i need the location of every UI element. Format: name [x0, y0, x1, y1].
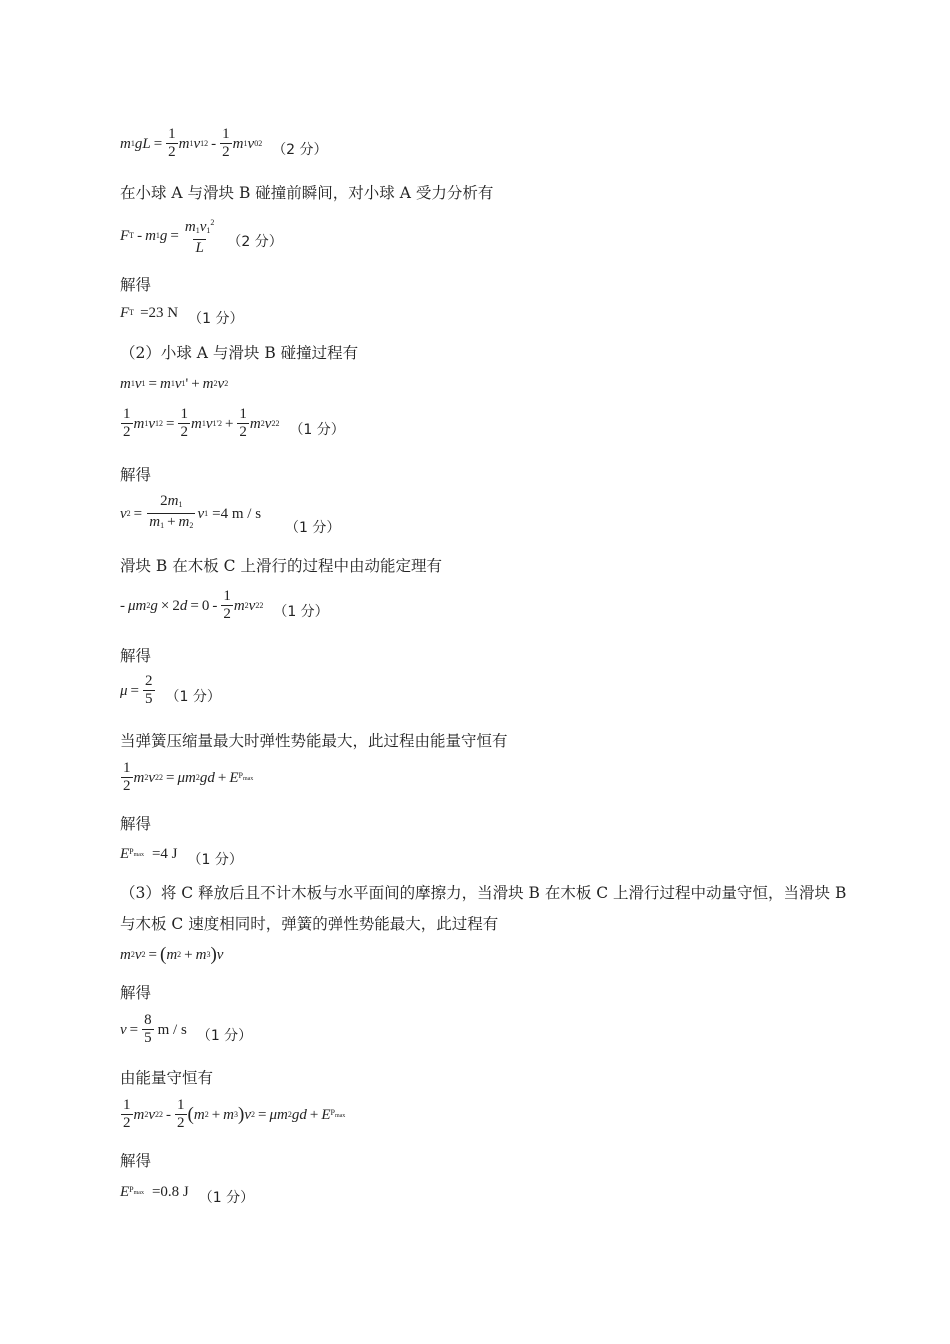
score-mark: （1 分） — [273, 603, 329, 620]
equation-kinetic-energy: $\frac{1}{2}$ m 1 v 1 2 = $\frac{1}{2}$ m 1 v 1 '2 + $\frac{1}{2}$ m 2 v 2 2 （1 分） — [123, 406, 345, 440]
equation-v-common: v = $\frac{8}{5}$ m / s （1 分） — [120, 1012, 253, 1046]
text-solve: 解得 — [120, 815, 152, 833]
part-2-heading: （2）小球 A 与滑块 B 碰撞过程有 — [120, 344, 359, 362]
equation-result-ep: E $P_{max}$ =4 J （1 分） — [120, 845, 243, 868]
text-solve: 解得 — [120, 466, 152, 484]
text-line: 当弹簧压缩量最大时弹性势能最大，此过程由能量守恒有 — [120, 732, 508, 750]
part-3-paragraph: （3）将 C 释放后且不计木板与水平面间的摩擦力，当滑块 B 在木板 C 上滑行过程中动量守恒，当滑块 B 与木板 C 速度相同时，弹簧的弹性势能最大，此过程有 — [120, 884, 847, 933]
equation-result-ep2: E $P_{max}$ =0.8 J （1 分） — [120, 1183, 255, 1206]
equation-energy-conservation-2: $\frac{1}{2}$ m 2 v 2 2 - $\frac{1}{2}$ ( m 2 + m 3 ) v 2 = μm 2 gd + E $P_{max}$ — [123, 1097, 346, 1131]
equation-work-energy: - μm 2 g × 2 d = 0 - $\frac{1}{2}$ m 2 v 2 2 （1 分） — [120, 588, 329, 622]
score-mark: （2 分） — [272, 141, 328, 158]
score-mark: （1 分） — [165, 688, 221, 705]
score-mark: （1 分） — [196, 1027, 253, 1044]
equation-mu: μ = $\frac{2}{5}$ （1 分） — [120, 673, 221, 707]
text-line: 滑块 B 在木板 C 上滑行的过程中由动能定理有 — [120, 557, 442, 575]
equation-energy-swing: m 1 gL = $\frac{1}{2}$ m 1 v 1 2 - $\frac{1}{2}$ m 1 v 0 2 （2 分） — [120, 126, 328, 160]
text-solve: 解得 — [120, 276, 152, 294]
equation-result-tension: F T =23 N （1 分） — [120, 305, 244, 327]
equation-momentum: m 1 v 1 = m 1 v 1 ' + m 2 v 2 — [120, 376, 229, 392]
text-line: 由能量守恒有 — [120, 1069, 214, 1087]
score-mark: （1 分） — [198, 1189, 255, 1206]
score-mark: （1 分） — [188, 311, 244, 327]
score-mark: （2 分） — [227, 233, 283, 250]
score-mark: （1 分） — [285, 519, 341, 536]
equation-tension: F T - m 1 g = $\frac{m_1v_1^2}{L}$ （2 分） — [120, 218, 283, 256]
text-solve: 解得 — [120, 984, 152, 1002]
score-mark: （1 分） — [187, 851, 243, 868]
score-mark: （1 分） — [289, 421, 345, 438]
equation-v2: v 2 = $\frac{2m_1}{m_1 + m_2}$ v 1 =4 m / s （1 分） — [120, 493, 341, 536]
text-solve: 解得 — [120, 1152, 152, 1170]
equation-momentum-common: m 2 v 2 = ( m 2 + m 3 ) v — [120, 944, 224, 965]
equation-energy-conservation: $\frac{1}{2}$ m 2 v 2 2 = μm 2 gd + E $P_{max}$ — [123, 760, 254, 794]
text-solve: 解得 — [120, 647, 152, 665]
text-line: 在小球 A 与滑块 B 碰撞前瞬间，对小球 A 受力分析有 — [120, 184, 494, 202]
